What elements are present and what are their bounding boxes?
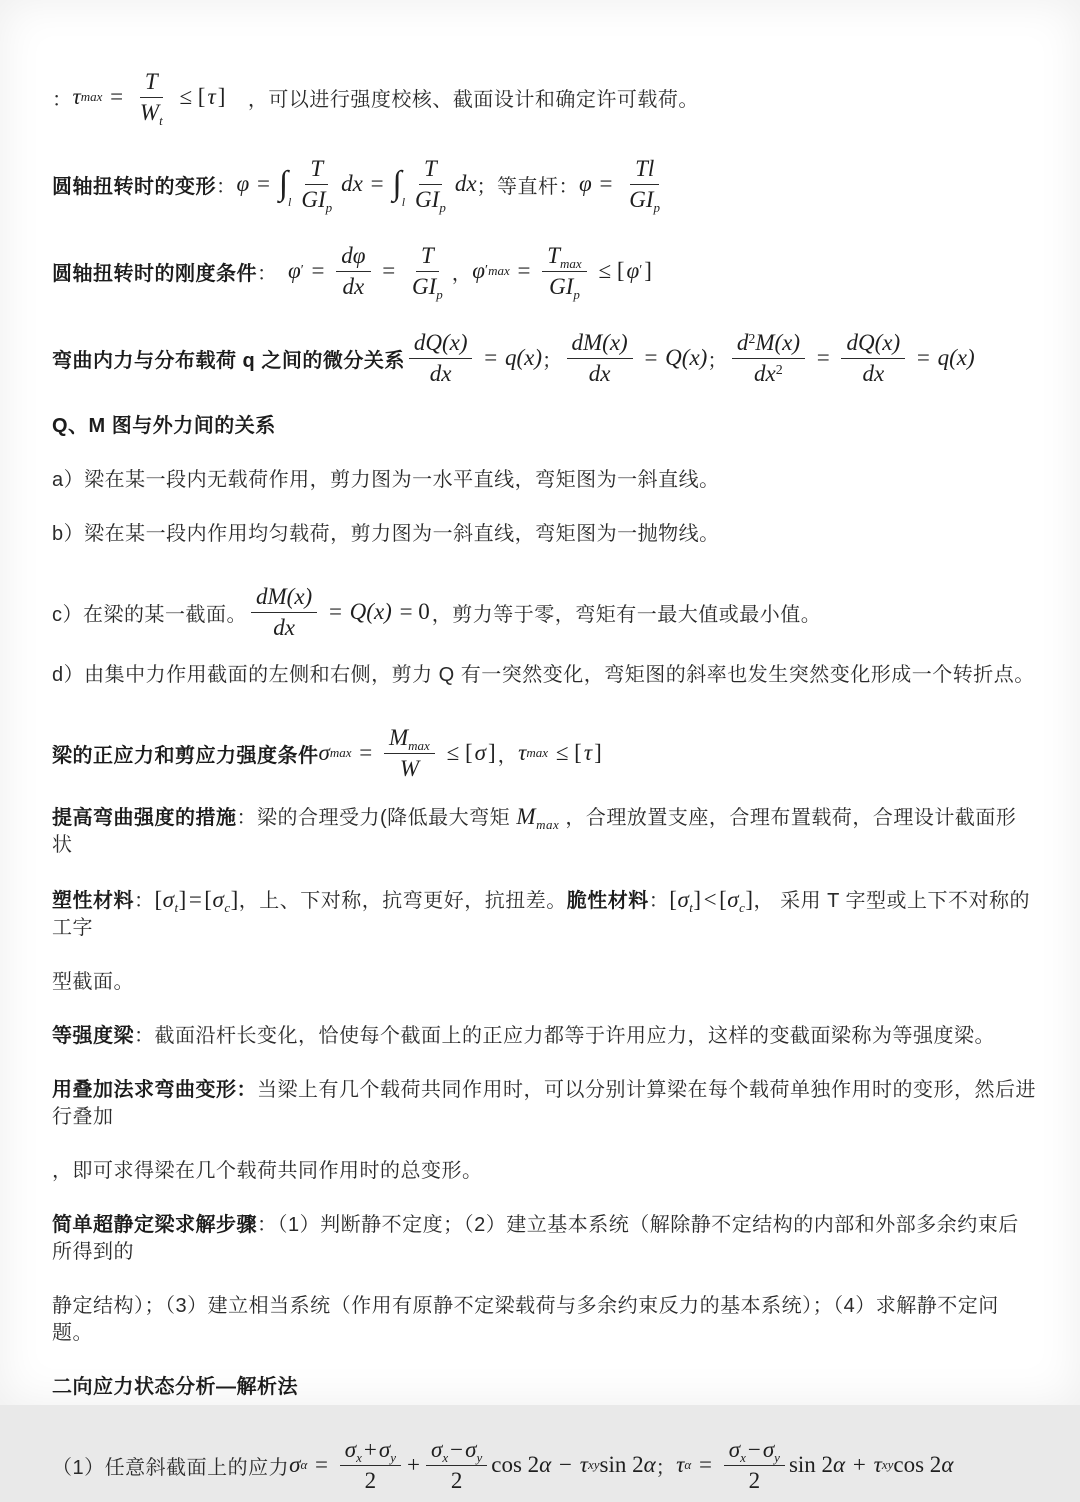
list-item-c-formula: c）在梁的某一截面。 $\frac{dM(x)}{dx}$ = Q(x) = 0 ，剪力等于零，弯矩有一最大值或最小值。 [52, 583, 822, 640]
para-superposition-method: 用叠加法求弯曲变形：当梁上有几个载荷共同作用时，可以分别计算梁在每个载荷单独作用时的变形，然后进行叠加 [52, 1079, 1036, 1128]
para-improve-bending-strength: 提高弯曲强度的措施：梁的合理受力(降低最大弯矩 $M_{max}$ ，合理放置支座，合理布置载荷，合理设计截面形状 [52, 804, 1017, 856]
para-superposition-continued: ，即可求得梁在几个载荷共同作用时的总变形。 [52, 1160, 483, 1182]
formula-inclined-section-stress: （1）任意斜截面上的应力 σ α = $\frac{\sigma_x+\sigma_y}{2}$ + $\frac{\sigma_x-\sigma_y}{2}$ cos 2 α − τ xy sin 2 α ； τ α = $\frac{\sigma_x-\sigma_y}{2}$ sin 2 α + τ xy cos 2 α [52, 1436, 954, 1493]
formula-beam-stress-strength-condition: 梁的正应力和剪应力强度条件 σ max = $\frac{M_{max}}{W}$ ≤ [ σ ] ， τ max ≤ [ τ ] [52, 724, 602, 781]
formula-torsion-deformation: 圆轴扭转时的变形 ： φ = $\int_l$ $\frac{T}{GI_p}$ dx = $\int_l$ $\frac{T}{GI_p}$ dx ；等直杆： φ = $\frac{Tl}{GI_p}$ [52, 155, 661, 215]
list-item-a: a）梁在某一段内无载荷作用，剪力图为一水平直线，弯矩图为一斜直线。 [52, 469, 720, 491]
para-equal-strength-beam: 等强度梁：截面沿杆长变化，恰使每个截面上的正应力都等于许用应力，这样的变截面梁称为等强度梁。 [52, 1025, 995, 1047]
para-indeterminate-beam-steps: 简单超静定梁求解步骤：（1）判断静不定度；（2）建立基本系统（解除静不定结构的内部和外部多余约束后所得到的 [52, 1214, 1019, 1263]
list-item-b: b）梁在某一段内作用均匀载荷，剪力图为一斜直线，弯矩图为一抛物线。 [52, 523, 720, 545]
formula-torsion-stiffness-condition: 圆轴扭转时的刚度条件 ： φ ′ = $\frac{d\varphi}{dx}$ = $\frac{T}{GI_p}$ ， φ ′ max = $\frac{T_{max}}{GI_p}$ ≤ [ φ ′ ] [52, 242, 652, 302]
formula-bending-differential-relations: 弯曲内力与分布载荷 q 之间的微分关系 $\frac{dQ(x)}{dx}$ = q(x) ； $\frac{dM(x)}{dx}$ = Q(x) ； $\frac{d^2M(x)}{dx^2}$ = $\frac{dQ(x)}{dx}$ = q(x) [52, 329, 975, 386]
para-materials-continued: 型截面。 [52, 971, 134, 993]
para-plastic-brittle-materials: 塑性材料：$[\sigma_t]=[\sigma_c]$，上、下对称，抗弯更好，抗扭差。脆性材料：$[\sigma_t]<[\sigma_c]$， 采用 T 字型或上下不对称的工字 [52, 887, 1031, 939]
para-indeterminate-continued: 静定结构）；（3）建立相当系统（作用有原静不定梁载荷与多余约束反力的基本系统）；（4）求解静不定问题。 [52, 1295, 999, 1344]
formula-torsion-strength-condition: ： τ max = $\frac{T}{W_t}$ ≤ [ τ ] ，可以进行强度校核、截面设计和确定许可载荷。 [52, 68, 699, 128]
heading-plane-stress-analysis: 二向应力状态分析—解析法 [52, 1376, 298, 1398]
heading-qm-diagram-relation: Q、M 图与外力间的关系 [52, 415, 276, 437]
list-item-d: d）由集中力作用截面的左侧和右侧，剪力 Q 有一突然变化，弯矩图的斜率也发生突然变化形成一个转折点。 [52, 664, 1035, 686]
